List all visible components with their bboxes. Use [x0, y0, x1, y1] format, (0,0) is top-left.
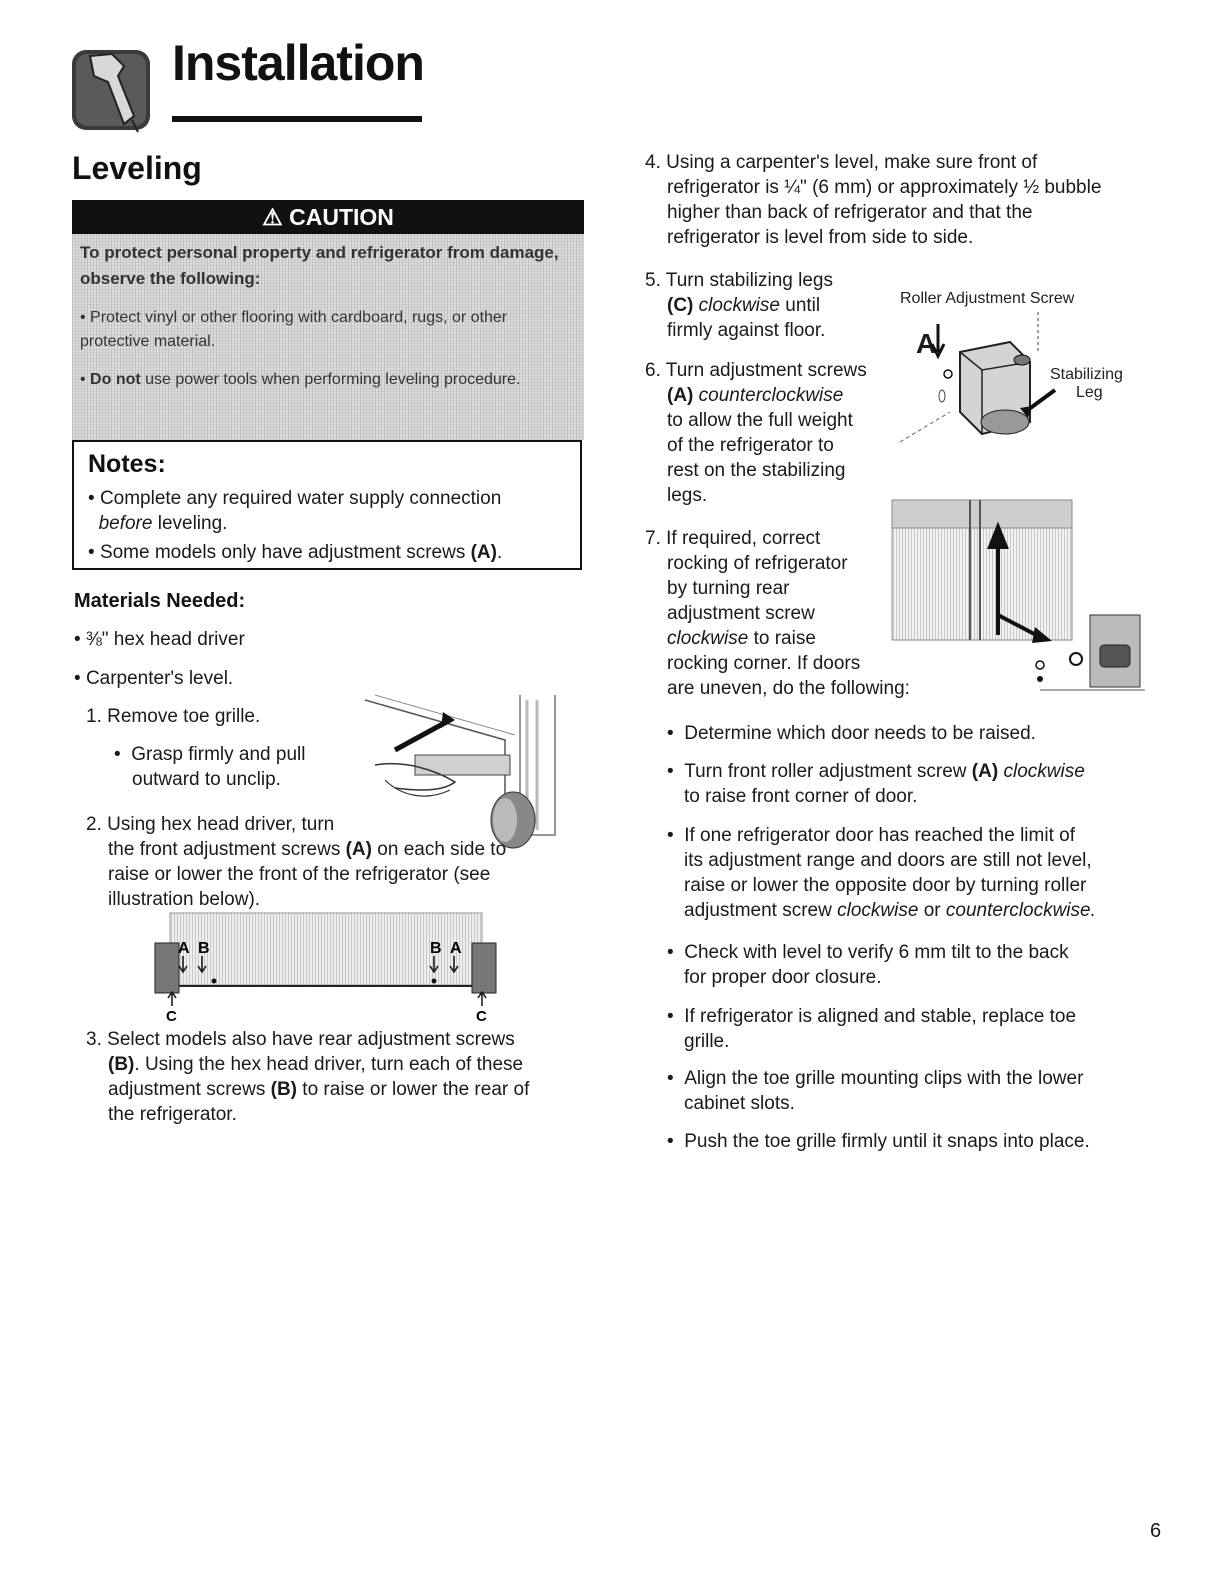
- materials-title: Materials Needed:: [74, 590, 246, 612]
- step-7: 7. If required, correct rocking of refrigerator by turning rear adjustment screw clockwise to raise rocking corner. If doors are uneven, do the following:: [645, 528, 910, 699]
- caution-body: [72, 234, 584, 440]
- step-3: 3. Select models also have rear adjustment screws (B). Using the hex head driver, turn each of these adjustment screws (B) to raise or lower the rear of the refrigerator.: [86, 1029, 530, 1125]
- bullet-item: • Turn front roller adjustment screw (A) clockwise to raise front corner of door.: [667, 761, 1085, 807]
- section-title: Leveling: [72, 150, 202, 186]
- label-c: C: [166, 1008, 177, 1023]
- bullet-item: • Check with level to verify 6 mm tilt to the back for proper door closure.: [667, 942, 1069, 988]
- bullet-item: • Determine which door needs to be raised.: [667, 723, 1036, 744]
- rear-screw-illustration: [890, 495, 1150, 695]
- label-b: B: [198, 940, 210, 957]
- front-adjustment-diagram: [150, 908, 500, 1023]
- stabilizing-leg-label: Stabilizing Leg: [1050, 366, 1123, 401]
- notes-box: [72, 440, 582, 570]
- caution-label: CAUTION: [289, 204, 394, 230]
- bullet-item: • If one refrigerator door has reached the limit of its adjustment range and doors are still not level, raise or lower the opposite door by turning roller adjustment screw clockwise or counterclockwise.: [667, 825, 1096, 921]
- notes-title: Notes:: [88, 450, 166, 478]
- wrench-icon: [72, 42, 150, 134]
- caution-box: [72, 200, 584, 440]
- step-6: 6. Turn adjustment screws (A) counterclockwise to allow the full weight of the refrigerator to rest on the stabilizing legs.: [645, 360, 867, 506]
- label-a: A: [178, 940, 190, 957]
- step-4: 4. Using a carpenter's level, make sure front of refrigerator is ¼" (6 mm) or approximately ½ bubble higher than back of refrigerator and that the refrigerator is level from side to side.: [645, 152, 1102, 248]
- label-b: B: [430, 940, 442, 957]
- caution-item: • Protect vinyl or other flooring with cardboard, rugs, or other protective material.: [80, 309, 508, 350]
- roller-adjustment-illustration: [890, 312, 1060, 452]
- bullet-item: • Push the toe grille firmly until it snaps into place.: [667, 1131, 1090, 1152]
- step-1: 1. Remove toe grille.: [86, 706, 261, 727]
- label-a: A: [450, 940, 462, 957]
- step-5: 5. Turn stabilizing legs (C) clockwise until firmly against floor.: [645, 270, 834, 341]
- notes-item: • Complete any required water supply connection before leveling.: [88, 488, 502, 534]
- label-c: C: [476, 1008, 487, 1023]
- bullet-item: • If refrigerator is aligned and stable, replace toe grille.: [667, 1006, 1077, 1052]
- caution-header: [72, 200, 584, 234]
- step-1-sub: • Grasp firmly and pull outward to unclip.: [114, 744, 306, 790]
- roller-screw-label: Roller Adjustment Screw: [900, 290, 1075, 307]
- materials-item: • Carpenter's level.: [74, 668, 234, 689]
- page-title: Installation: [172, 35, 424, 91]
- roller-label-a: A: [916, 328, 937, 359]
- materials-item: • ⅜" hex head driver: [74, 629, 245, 650]
- caution-intro: To protect personal property and refrigerator from damage, observe the following:: [80, 243, 559, 288]
- step-2: 2. Using hex head driver, turn the front adjustment screws (A) on each side to raise or lower the front of the refrigerator (see illustration below).: [86, 814, 507, 910]
- notes-item: • Some models only have adjustment screws (A).: [88, 542, 503, 563]
- bullet-item: • Align the toe grille mounting clips with the lower cabinet slots.: [667, 1068, 1084, 1114]
- title-rule: [172, 116, 422, 122]
- page-number: 6: [1150, 1520, 1162, 1542]
- warning-triangle-icon: ⚠: [262, 204, 283, 230]
- caution-item: • Do not use power tools when performing leveling procedure.: [80, 371, 521, 388]
